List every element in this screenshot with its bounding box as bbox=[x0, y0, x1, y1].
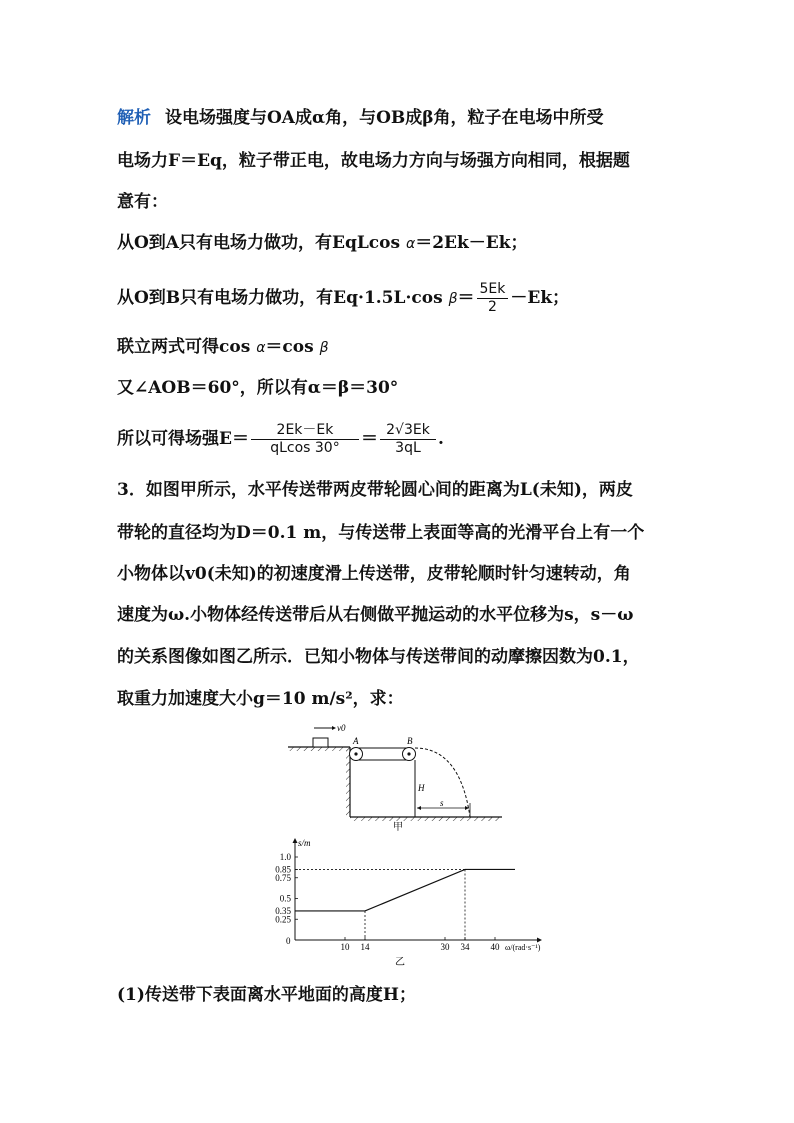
y-tick-label: 0.35 bbox=[275, 905, 291, 916]
x-axis-arrow bbox=[537, 938, 542, 943]
label-B: B bbox=[407, 736, 413, 746]
origin-label: 0 bbox=[286, 936, 291, 946]
y-tick-label: 0.5 bbox=[279, 893, 291, 904]
label-s: s bbox=[440, 798, 444, 808]
problem-line-1: 3．如图甲所示，水平传送带两皮带轮圆心间的距离为L(未知)，两皮 bbox=[117, 480, 633, 500]
label-v0: v0 bbox=[337, 723, 346, 733]
solution-line-5: 从O到B只有电场力做功，有Eq·1.5L·cos β＝ $\frac{5Ek}{2}$ －Ek； bbox=[117, 281, 570, 315]
solution-line-1: 解析 设电场强度与OA成α角，与OB成β角，粒子在电场中所受 bbox=[117, 108, 604, 128]
problem-line-2: 带轮的直径均为D＝0.1 m，与传送带上表面等高的光滑平台上有一个 bbox=[117, 523, 645, 543]
block-object bbox=[313, 738, 328, 747]
problem-line-5: 的关系图像如图乙所示．已知小物体与传送带间的动摩擦因数为0.1， bbox=[117, 647, 640, 667]
y-tick-label: 0.25 bbox=[275, 914, 291, 925]
pulley-a-center bbox=[354, 752, 357, 755]
x-tick-label: 34 bbox=[460, 942, 470, 952]
problem-line-4: 速度为ω.小物体经传送带后从右侧做平抛运动的水平位移为s，s－ω bbox=[117, 605, 634, 625]
y-tick-label: 0.75 bbox=[275, 872, 291, 883]
s-omega-line bbox=[295, 869, 515, 911]
label-H: H bbox=[418, 783, 425, 793]
problem-line-6: 取重力加速度大小g＝10 m/s²，求： bbox=[117, 689, 404, 709]
caption-jia: 甲 bbox=[393, 822, 403, 833]
x-tick-label: 40 bbox=[490, 942, 500, 952]
figure-conveyor-diagram bbox=[280, 718, 520, 834]
y-axis-arrow bbox=[293, 838, 298, 843]
y-tick-label: 1.0 bbox=[279, 852, 291, 862]
question-1: (1)传送带下表面离水平地面的高度H； bbox=[117, 985, 416, 1005]
y-tick-label: 0.85 bbox=[275, 864, 291, 875]
x-tick-label: 10 bbox=[340, 942, 350, 952]
solution-line-7: 又∠AOB＝60°，所以有α＝β＝30° bbox=[117, 378, 399, 398]
solution-line-6: 联立两式可得cos α＝cos β bbox=[117, 337, 329, 357]
solution-line-4: 从O到A只有电场力做功，有EqLcos α＝2Ek－Ek； bbox=[117, 233, 528, 253]
x-tick-label: 14 bbox=[360, 942, 370, 952]
dim-s-arrow-left bbox=[417, 806, 421, 810]
solution-line-3: 意有： bbox=[117, 192, 168, 212]
x-axis-label: ω/(rad·s⁻¹) bbox=[505, 943, 541, 952]
velocity-arrowhead bbox=[332, 726, 336, 730]
problem-line-3: 小物体以v0(未知)的初速度滑上传送带，皮带轮顺时针匀速转动，角 bbox=[117, 564, 631, 584]
pulley-b-center bbox=[407, 752, 410, 755]
caption-yi: 乙 bbox=[395, 957, 405, 967]
wall-hatch bbox=[346, 747, 350, 817]
fraction-5ek-2: $\frac{5Ek}{2}$ bbox=[477, 281, 509, 316]
y-axis-label: s/m bbox=[298, 838, 311, 848]
solution-label: 解析 bbox=[117, 108, 151, 128]
solution-line-2: 电场力F＝Eq，粒子带正电，故电场力方向与场强方向相同，根据题 bbox=[117, 151, 630, 171]
fraction-field-2: $\frac{2√3Ek}{3qL}$ bbox=[380, 422, 436, 457]
fraction-field-1: $\frac{2Ek-Ek}{qLcos 30^\circ}$ bbox=[251, 422, 359, 457]
x-tick-label: 30 bbox=[440, 942, 450, 952]
label-A: A bbox=[353, 736, 359, 746]
s-omega-chart bbox=[255, 835, 545, 967]
solution-line-8: 所以可得场强E＝ $\frac{2Ek-Ek}{qLcos 30^\circ}$ ＝ $\frac{2√3Ek}{3qL}$ . bbox=[117, 422, 444, 456]
